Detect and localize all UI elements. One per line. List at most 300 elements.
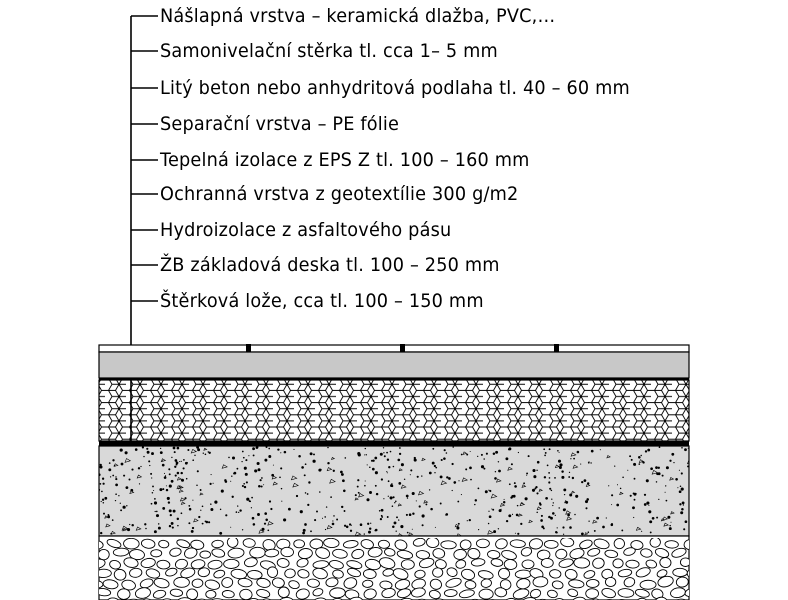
aggregate-dot — [383, 447, 384, 448]
aggregate-dot — [333, 515, 335, 517]
aggregate-dot — [332, 520, 333, 521]
aggregate-dot — [621, 529, 623, 531]
aggregate-dot — [671, 522, 672, 523]
aggregate-dot — [305, 463, 307, 465]
aggregate-dot — [614, 465, 615, 466]
aggregate-dot — [154, 530, 157, 533]
aggregate-dot — [101, 501, 102, 502]
aggregate-dot — [301, 466, 304, 469]
aggregate-dot — [258, 468, 261, 471]
aggregate-dot — [232, 456, 235, 459]
aggregate-dot — [123, 506, 126, 509]
layer-label-waterproofing: Hydroizolace z asfaltového pásu — [160, 219, 452, 241]
aggregate-dot — [171, 480, 174, 483]
aggregate-dot — [392, 505, 394, 507]
aggregate-dot — [184, 497, 186, 499]
gravel-stone — [626, 560, 640, 568]
aggregate-dot — [432, 462, 435, 465]
aggregate-dot — [646, 479, 649, 482]
aggregate-dot — [454, 483, 455, 484]
aggregate-dot — [138, 467, 140, 469]
aggregate-dot — [177, 447, 180, 450]
aggregate-dot — [533, 475, 536, 478]
screed-layer — [99, 352, 689, 378]
aggregate-dot — [102, 478, 104, 480]
aggregate-dot — [206, 521, 209, 524]
aggregate-dot — [667, 516, 670, 519]
aggregate-dot — [550, 517, 553, 520]
aggregate-dot — [532, 489, 535, 492]
aggregate-dot — [283, 518, 286, 521]
aggregate-dot — [173, 447, 176, 450]
aggregate-dot — [600, 449, 601, 450]
aggregate-dot — [630, 495, 632, 497]
aggregate-dot — [177, 525, 179, 527]
aggregate-dot — [409, 513, 412, 516]
aggregate-dot — [167, 497, 170, 500]
aggregate-dot — [170, 514, 172, 516]
aggregate-dot — [267, 529, 269, 531]
aggregate-dot — [388, 480, 390, 482]
aggregate-dot — [281, 501, 282, 502]
aggregate-dot — [671, 453, 674, 456]
aggregate-dot — [381, 515, 383, 517]
gravel-stone — [118, 589, 130, 600]
aggregate-dot — [611, 524, 614, 527]
aggregate-dot — [189, 508, 192, 511]
gravel-stone — [541, 558, 553, 567]
aggregate-dot — [99, 465, 102, 468]
aggregate-dot — [685, 520, 688, 523]
aggregate-dot — [210, 508, 213, 511]
aggregate-dot — [422, 524, 424, 526]
aggregate-dot — [544, 455, 546, 457]
aggregate-dot — [387, 516, 389, 518]
aggregate-dot — [466, 454, 468, 456]
aggregate-dot — [210, 503, 212, 505]
aggregate-dot — [520, 523, 522, 525]
aggregate-dot — [499, 509, 502, 512]
gravel-stone — [96, 569, 112, 578]
aggregate-dot — [242, 485, 244, 487]
aggregate-dot — [384, 455, 386, 457]
aggregate-dot — [253, 523, 256, 526]
aggregate-dot — [310, 530, 312, 532]
aggregate-dot — [284, 451, 287, 454]
aggregate-dot — [126, 505, 127, 506]
aggregate-dot — [325, 529, 326, 530]
tile-joint — [400, 344, 405, 352]
aggregate-dot — [396, 516, 398, 518]
gravel-stone — [586, 589, 599, 599]
aggregate-dot — [515, 533, 516, 534]
gravel-stone — [281, 547, 294, 557]
aggregate-dot — [498, 470, 501, 473]
aggregate-dot — [644, 503, 647, 506]
aggregate-dot — [169, 485, 172, 488]
aggregate-dot — [440, 503, 442, 505]
aggregate-dot — [563, 508, 566, 511]
gravel-stone — [479, 589, 493, 599]
aggregate-dot — [467, 520, 468, 521]
aggregate-dot — [244, 486, 246, 488]
aggregate-dot — [452, 463, 454, 465]
aggregate-dot — [152, 492, 154, 494]
aggregate-dot — [369, 491, 372, 494]
aggregate-dot — [483, 458, 485, 460]
aggregate-dot — [393, 466, 395, 468]
gravel-stone — [224, 559, 240, 568]
aggregate-dot — [198, 516, 200, 518]
aggregate-dot — [608, 485, 609, 486]
aggregate-dot — [100, 532, 102, 534]
aggregate-dot — [398, 519, 399, 520]
aggregate-dot — [145, 528, 147, 530]
aggregate-dot — [120, 509, 122, 511]
aggregate-dot — [257, 462, 260, 465]
aggregate-dot — [260, 479, 262, 481]
aggregate-dot — [188, 522, 190, 524]
aggregate-dot — [164, 473, 165, 474]
aggregate-dot — [263, 484, 264, 485]
aggregate-dot — [239, 509, 241, 511]
aggregate-dot — [545, 452, 547, 454]
gravel-stone — [401, 559, 414, 569]
aggregate-dot — [174, 466, 176, 468]
aggregate-dot — [677, 487, 678, 488]
aggregate-dot — [268, 448, 270, 450]
aggregate-dot — [470, 451, 471, 452]
aggregate-dot — [611, 494, 613, 496]
layer-label-insulation: Tepelná izolace z EPS Z tl. 100 – 160 mm — [160, 149, 530, 171]
aggregate-dot — [333, 470, 335, 472]
aggregate-dot — [383, 452, 384, 453]
aggregate-dot — [478, 529, 479, 530]
gravel-stone — [123, 538, 139, 549]
aggregate-dot — [557, 450, 559, 452]
aggregate-dot — [504, 499, 505, 500]
gravel-stone — [665, 540, 679, 548]
aggregate-dot — [264, 523, 266, 525]
aggregate-dot — [351, 525, 352, 526]
aggregate-dot — [558, 507, 559, 508]
gravel-stone — [88, 580, 103, 588]
aggregate-dot — [120, 503, 121, 504]
aggregate-dot — [261, 485, 263, 487]
aggregate-dot — [188, 505, 190, 507]
aggregate-dot — [369, 527, 371, 529]
aggregate-dot — [534, 488, 536, 490]
aggregate-dot — [645, 450, 647, 452]
gravel-stone — [441, 540, 457, 549]
aggregate-dot — [397, 459, 400, 462]
aggregate-dot — [364, 533, 365, 534]
aggregate-dot — [399, 453, 401, 455]
aggregate-dot — [160, 448, 161, 449]
gravel-stone — [329, 587, 345, 598]
aggregate-dot — [488, 523, 490, 525]
aggregate-dot — [681, 488, 684, 491]
aggregate-dot — [680, 485, 682, 487]
aggregate-dot — [422, 514, 425, 517]
aggregate-dot — [112, 475, 114, 477]
aggregate-dot — [303, 529, 306, 532]
aggregate-dot — [536, 470, 537, 471]
aggregate-dot — [396, 531, 397, 532]
aggregate-dot — [154, 501, 157, 504]
aggregate-dot — [562, 526, 564, 528]
aggregate-dot — [446, 452, 448, 454]
aggregate-dot — [516, 514, 519, 517]
aggregate-dot — [465, 468, 467, 470]
aggregate-dot — [547, 465, 549, 467]
aggregate-dot — [253, 454, 255, 456]
aggregate-dot — [421, 475, 422, 476]
aggregate-dot — [419, 505, 421, 507]
aggregate-dot — [551, 490, 553, 492]
aggregate-dot — [186, 478, 188, 480]
aggregate-dot — [103, 513, 105, 515]
aggregate-dot — [358, 492, 360, 494]
aggregate-dot — [489, 515, 492, 518]
aggregate-dot — [430, 508, 433, 511]
waterproofing-layer — [99, 441, 689, 446]
aggregate-dot — [452, 490, 453, 491]
aggregate-dot — [556, 532, 558, 534]
aggregate-dot — [265, 519, 268, 522]
aggregate-dot — [640, 455, 641, 456]
aggregate-dot — [412, 529, 413, 530]
aggregate-dot — [162, 488, 164, 490]
aggregate-dot — [469, 467, 472, 470]
aggregate-dot — [230, 481, 231, 482]
aggregate-dot — [244, 467, 247, 470]
aggregate-dot — [632, 506, 635, 509]
aggregate-dot — [261, 477, 263, 479]
aggregate-dot — [540, 519, 543, 522]
aggregate-dot — [407, 532, 409, 534]
aggregate-dot — [158, 523, 160, 525]
aggregate-dot — [549, 448, 551, 450]
aggregate-dot — [192, 459, 194, 461]
aggregate-dot — [123, 475, 125, 477]
aggregate-dot — [219, 532, 222, 535]
aggregate-dot — [251, 497, 253, 499]
aggregate-dot — [561, 476, 564, 479]
aggregate-dot — [412, 492, 415, 495]
aggregate-dot — [525, 497, 528, 500]
aggregate-dot — [228, 457, 230, 459]
aggregate-dot — [277, 448, 279, 450]
aggregate-dot — [602, 526, 605, 529]
aggregate-dot — [555, 515, 556, 516]
aggregate-dot — [376, 493, 378, 495]
gravel-stone — [278, 587, 290, 598]
aggregate-dot — [375, 471, 378, 474]
aggregate-dot — [541, 515, 543, 517]
aggregate-dot — [581, 533, 584, 536]
aggregate-dot — [380, 453, 383, 456]
gravel-stone — [693, 577, 706, 588]
aggregate-dot — [365, 480, 366, 481]
aggregate-dot — [634, 478, 636, 480]
aggregate-dot — [233, 473, 235, 475]
aggregate-dot — [688, 448, 689, 449]
aggregate-dot — [652, 517, 655, 520]
gravel-stone — [192, 579, 203, 588]
aggregate-dot — [367, 464, 368, 465]
aggregate-dot — [543, 448, 545, 450]
aggregate-dot — [390, 451, 392, 453]
aggregate-dot — [511, 463, 513, 465]
aggregate-dot — [340, 471, 343, 474]
aggregate-dot — [634, 499, 636, 501]
aggregate-dot — [481, 454, 483, 456]
aggregate-dot — [545, 497, 548, 500]
aggregate-dot — [252, 517, 255, 520]
aggregate-dot — [225, 514, 227, 516]
aggregate-dot — [683, 528, 685, 530]
aggregate-dot — [175, 475, 177, 477]
aggregate-dot — [461, 494, 462, 495]
aggregate-dot — [611, 504, 612, 505]
leader-ticks — [131, 16, 158, 301]
aggregate-dot — [552, 512, 555, 515]
aggregate-dot — [477, 456, 478, 457]
aggregate-dot — [456, 526, 459, 529]
aggregate-dot — [488, 511, 489, 512]
aggregate-dot — [564, 494, 565, 495]
aggregate-dot — [381, 478, 383, 480]
aggregate-dot — [567, 514, 570, 517]
aggregate-dot — [319, 491, 321, 493]
aggregate-dot — [398, 482, 401, 485]
gravel-stone — [89, 540, 103, 549]
aggregate-dot — [416, 500, 417, 501]
aggregate-dot — [149, 465, 150, 466]
aggregate-dot — [236, 511, 238, 513]
layer-label-geotextile: Ochranná vrstva z geotextílie 300 g/m2 — [160, 183, 519, 205]
aggregate-dot — [281, 488, 283, 490]
gravel-stone — [689, 547, 700, 557]
aggregate-dot — [125, 486, 128, 489]
aggregate-dot — [140, 466, 141, 467]
aggregate-dot — [280, 452, 281, 453]
aggregate-dot — [665, 485, 666, 486]
aggregate-dot — [375, 485, 377, 487]
aggregate-dot — [577, 451, 580, 454]
aggregate-dot — [211, 474, 212, 475]
aggregate-dot — [563, 534, 564, 535]
gravel-stone — [673, 568, 688, 576]
aggregate-dot — [168, 468, 170, 470]
aggregate-dot — [341, 506, 343, 508]
aggregate-dot — [355, 494, 357, 496]
aggregate-dot — [308, 481, 310, 483]
aggregate-dot — [528, 455, 530, 457]
layer-label-screed: Samonivelační stěrka tl. cca 1– 5 mm — [160, 40, 498, 62]
aggregate-dot — [458, 523, 460, 525]
aggregate-dot — [558, 460, 561, 463]
layer-label-cast-concrete: Litý beton nebo anhydritová podlaha tl. 40 – 60 mm — [160, 77, 630, 99]
aggregate-dot — [142, 446, 144, 448]
aggregate-dot — [581, 481, 583, 483]
aggregate-dot — [143, 456, 144, 457]
aggregate-dot — [364, 454, 365, 455]
aggregate-dot — [493, 530, 496, 533]
aggregate-dot — [526, 475, 527, 476]
aggregate-dot — [679, 490, 682, 493]
aggregate-dot — [256, 446, 259, 449]
aggregate-dot — [115, 484, 118, 487]
aggregate-dot — [261, 528, 264, 531]
aggregate-dot — [633, 517, 634, 518]
aggregate-dot — [491, 508, 492, 509]
aggregate-dot — [510, 496, 512, 498]
aggregate-dot — [194, 455, 195, 456]
layer-label-separation: Separační vrstva – PE fólie — [160, 113, 400, 135]
aggregate-dot — [324, 516, 326, 518]
aggregate-dot — [383, 498, 384, 499]
aggregate-dot — [231, 475, 232, 476]
aggregate-dot — [557, 527, 558, 528]
aggregate-dot — [388, 496, 389, 497]
aggregate-dot — [313, 453, 315, 455]
aggregate-dot — [214, 501, 217, 504]
aggregate-dot — [616, 504, 619, 507]
aggregate-dot — [191, 530, 194, 533]
aggregate-dot — [129, 524, 130, 525]
aggregate-dot — [177, 518, 179, 520]
aggregate-dot — [318, 469, 321, 472]
layer-label-finish: Nášlapná vrstva – keramická dlažba, PVC,… — [160, 5, 556, 27]
aggregate-dot — [237, 505, 238, 506]
aggregate-dot — [110, 476, 111, 477]
aggregate-dot — [101, 491, 103, 493]
aggregate-dot — [551, 499, 552, 500]
aggregate-dot — [503, 501, 505, 503]
aggregate-dot — [107, 514, 109, 516]
aggregate-dot — [379, 510, 381, 512]
aggregate-dot — [400, 525, 403, 528]
aggregate-dot — [372, 460, 374, 462]
aggregate-dot — [650, 467, 653, 470]
aggregate-dot — [554, 477, 556, 479]
aggregate-dot — [629, 455, 631, 457]
aggregate-dot — [115, 476, 116, 477]
aggregate-dot — [494, 477, 497, 480]
aggregate-dot — [242, 529, 243, 530]
aggregate-dot — [166, 489, 168, 491]
gravel-stone — [460, 540, 471, 550]
aggregate-dot — [666, 466, 669, 469]
aggregate-dot — [532, 469, 535, 472]
aggregate-dot — [585, 507, 587, 509]
aggregate-dot — [264, 459, 267, 462]
aggregate-dot — [669, 525, 671, 527]
aggregate-dot — [183, 467, 185, 469]
aggregate-dot — [541, 526, 544, 529]
gravel-stone — [586, 579, 599, 587]
aggregate-dot — [406, 495, 409, 498]
aggregate-dot — [125, 451, 128, 454]
aggregate-dot — [241, 461, 242, 462]
aggregate-dot — [243, 483, 245, 485]
aggregate-dot — [300, 510, 303, 513]
aggregate-dot — [181, 461, 182, 462]
aggregate-dot — [492, 509, 494, 511]
aggregate-dot — [360, 523, 363, 526]
